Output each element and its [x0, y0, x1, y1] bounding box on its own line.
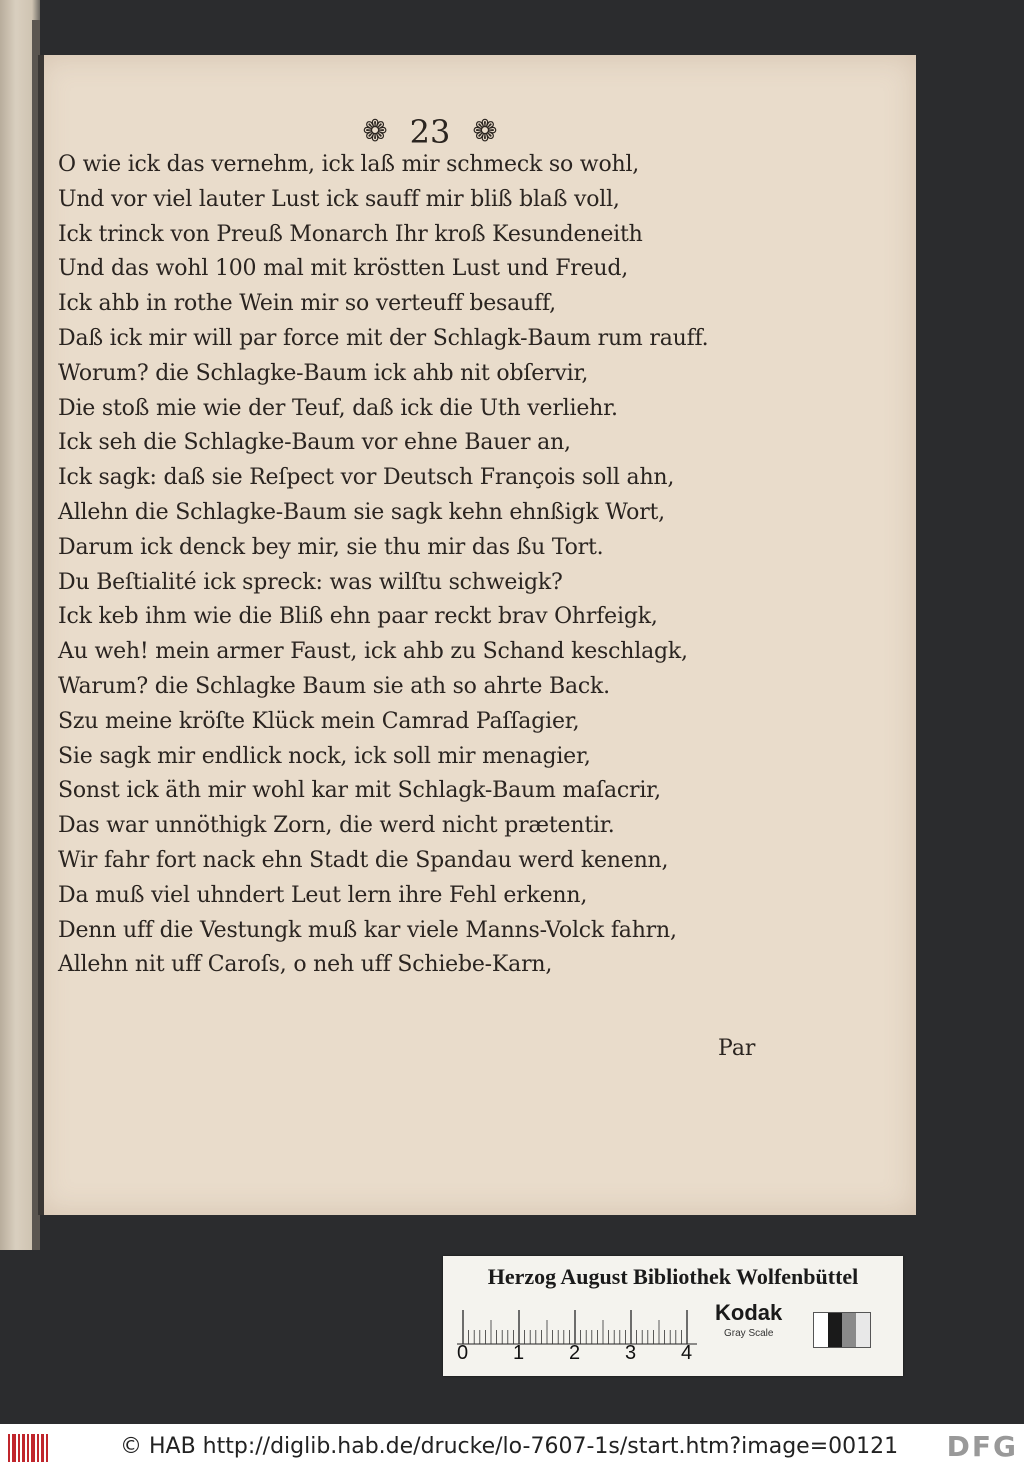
text-line: Ick seh die Schlagke-Baum vor ehne Bauer an,: [58, 430, 571, 456]
ornament-left-icon: ❁: [362, 114, 388, 149]
poem-text: [58, 148, 738, 983]
kodak-logo: Kodak: [715, 1300, 783, 1325]
text-line: Ick keb ihm wie die Bliß ehn paar reckt brav Ohrfeigk,: [58, 604, 658, 630]
ruler-number: 0: [457, 1342, 469, 1364]
ruler-number: 3: [625, 1342, 637, 1364]
text-line: Ick trinck von Preuß Monarch Ihr kroß Kesundeneith: [58, 221, 643, 247]
text-line: Sie sagk mir endlick nock, ick soll mir menagier,: [58, 743, 591, 769]
ruler-number: 2: [569, 1342, 581, 1364]
ruler-number: 4: [681, 1342, 693, 1364]
text-line: Daß ick mir will par force mit der Schlagk-Baum rum rauff.: [58, 325, 709, 351]
swatch: [828, 1313, 842, 1347]
footer-bar: [0, 1424, 1024, 1472]
gray-scale-caption: Gray Scale: [724, 1328, 774, 1339]
text-line: Warum? die Schlagke Baum sie ath so ahrte Back.: [58, 673, 610, 699]
text-line: Szu meine kröſte Klück mein Camrad Paſſagier,: [58, 708, 580, 734]
page-number: 23: [409, 113, 451, 151]
text-line: Da muß viel uhndert Leut lern ihre Fehl erkenn,: [58, 882, 588, 908]
measurement-ruler: [457, 1306, 697, 1346]
text-line: Allehn nit uff Caroſs, o neh uff Schiebe-Karn,: [58, 952, 553, 978]
text-line: Das war unnöthigk Zorn, die werd nicht prætentir.: [58, 813, 615, 839]
ornament-right-icon: ❁: [472, 114, 498, 149]
copyright-url[interactable]: © HAB http://diglib.hab.de/drucke/lo-7607-1s/start.htm?image=00121: [120, 1434, 899, 1459]
swatch: [856, 1313, 870, 1347]
text-line: Du Beſtialité ick spreck: was wilſtu schweigk?: [58, 569, 563, 595]
text-line: Ick ahb in rothe Wein mir so verteuff besauff,: [58, 291, 556, 317]
swatch: [814, 1313, 828, 1347]
text-line: Denn uff die Vestungk muß kar viele Manns-Volck fahrn,: [58, 917, 677, 943]
swatch: [842, 1313, 856, 1347]
text-line: Und vor viel lauter Lust ick sauff mir bliß blaß voll,: [58, 186, 620, 212]
text-line: Worum? die Schlagke-Baum ick ahb nit obſervir,: [58, 360, 589, 386]
text-line: Allehn die Schlagke-Baum sie sagk kehn ehnßigk Wort,: [58, 499, 665, 525]
page-binding: [38, 55, 44, 1215]
catchword: Par: [718, 1036, 756, 1061]
text-line: Darum ick denck bey mir, sie thu mir das ßu Tort.: [58, 534, 604, 560]
library-name: Herzog August Bibliothek Wolfenbüttel: [487, 1264, 859, 1289]
text-line: Und das wohl 100 mal mit kröstten Lust und Freud,: [58, 256, 629, 282]
barcode-logo-icon: [8, 1434, 48, 1462]
text-line: O wie ick das vernehm, ick laß mir schmeck so wohl,: [58, 152, 640, 177]
text-line: Die stoß mie wie der Teuf, daß ick die Uth verliehr.: [58, 395, 618, 421]
dfg-logo: DFG: [946, 1430, 1018, 1463]
text-line: Sonst ick äth mir wohl kar mit Schlagk-Baum maſacrir,: [58, 778, 661, 804]
page-header: [330, 112, 530, 152]
ruler-number: 1: [513, 1342, 525, 1364]
gray-scale-swatches: [813, 1312, 871, 1348]
text-line: Wir fahr fort nack ehn Stadt die Spandau werd kenenn,: [58, 847, 669, 873]
text-line: Ick sagk: daß sie Reſpect vor Deutsch François soll ahn,: [58, 465, 675, 491]
text-line: Au weh! mein armer Faust, ick ahb zu Schand keschlagk,: [58, 639, 688, 665]
library-label: [443, 1256, 903, 1376]
